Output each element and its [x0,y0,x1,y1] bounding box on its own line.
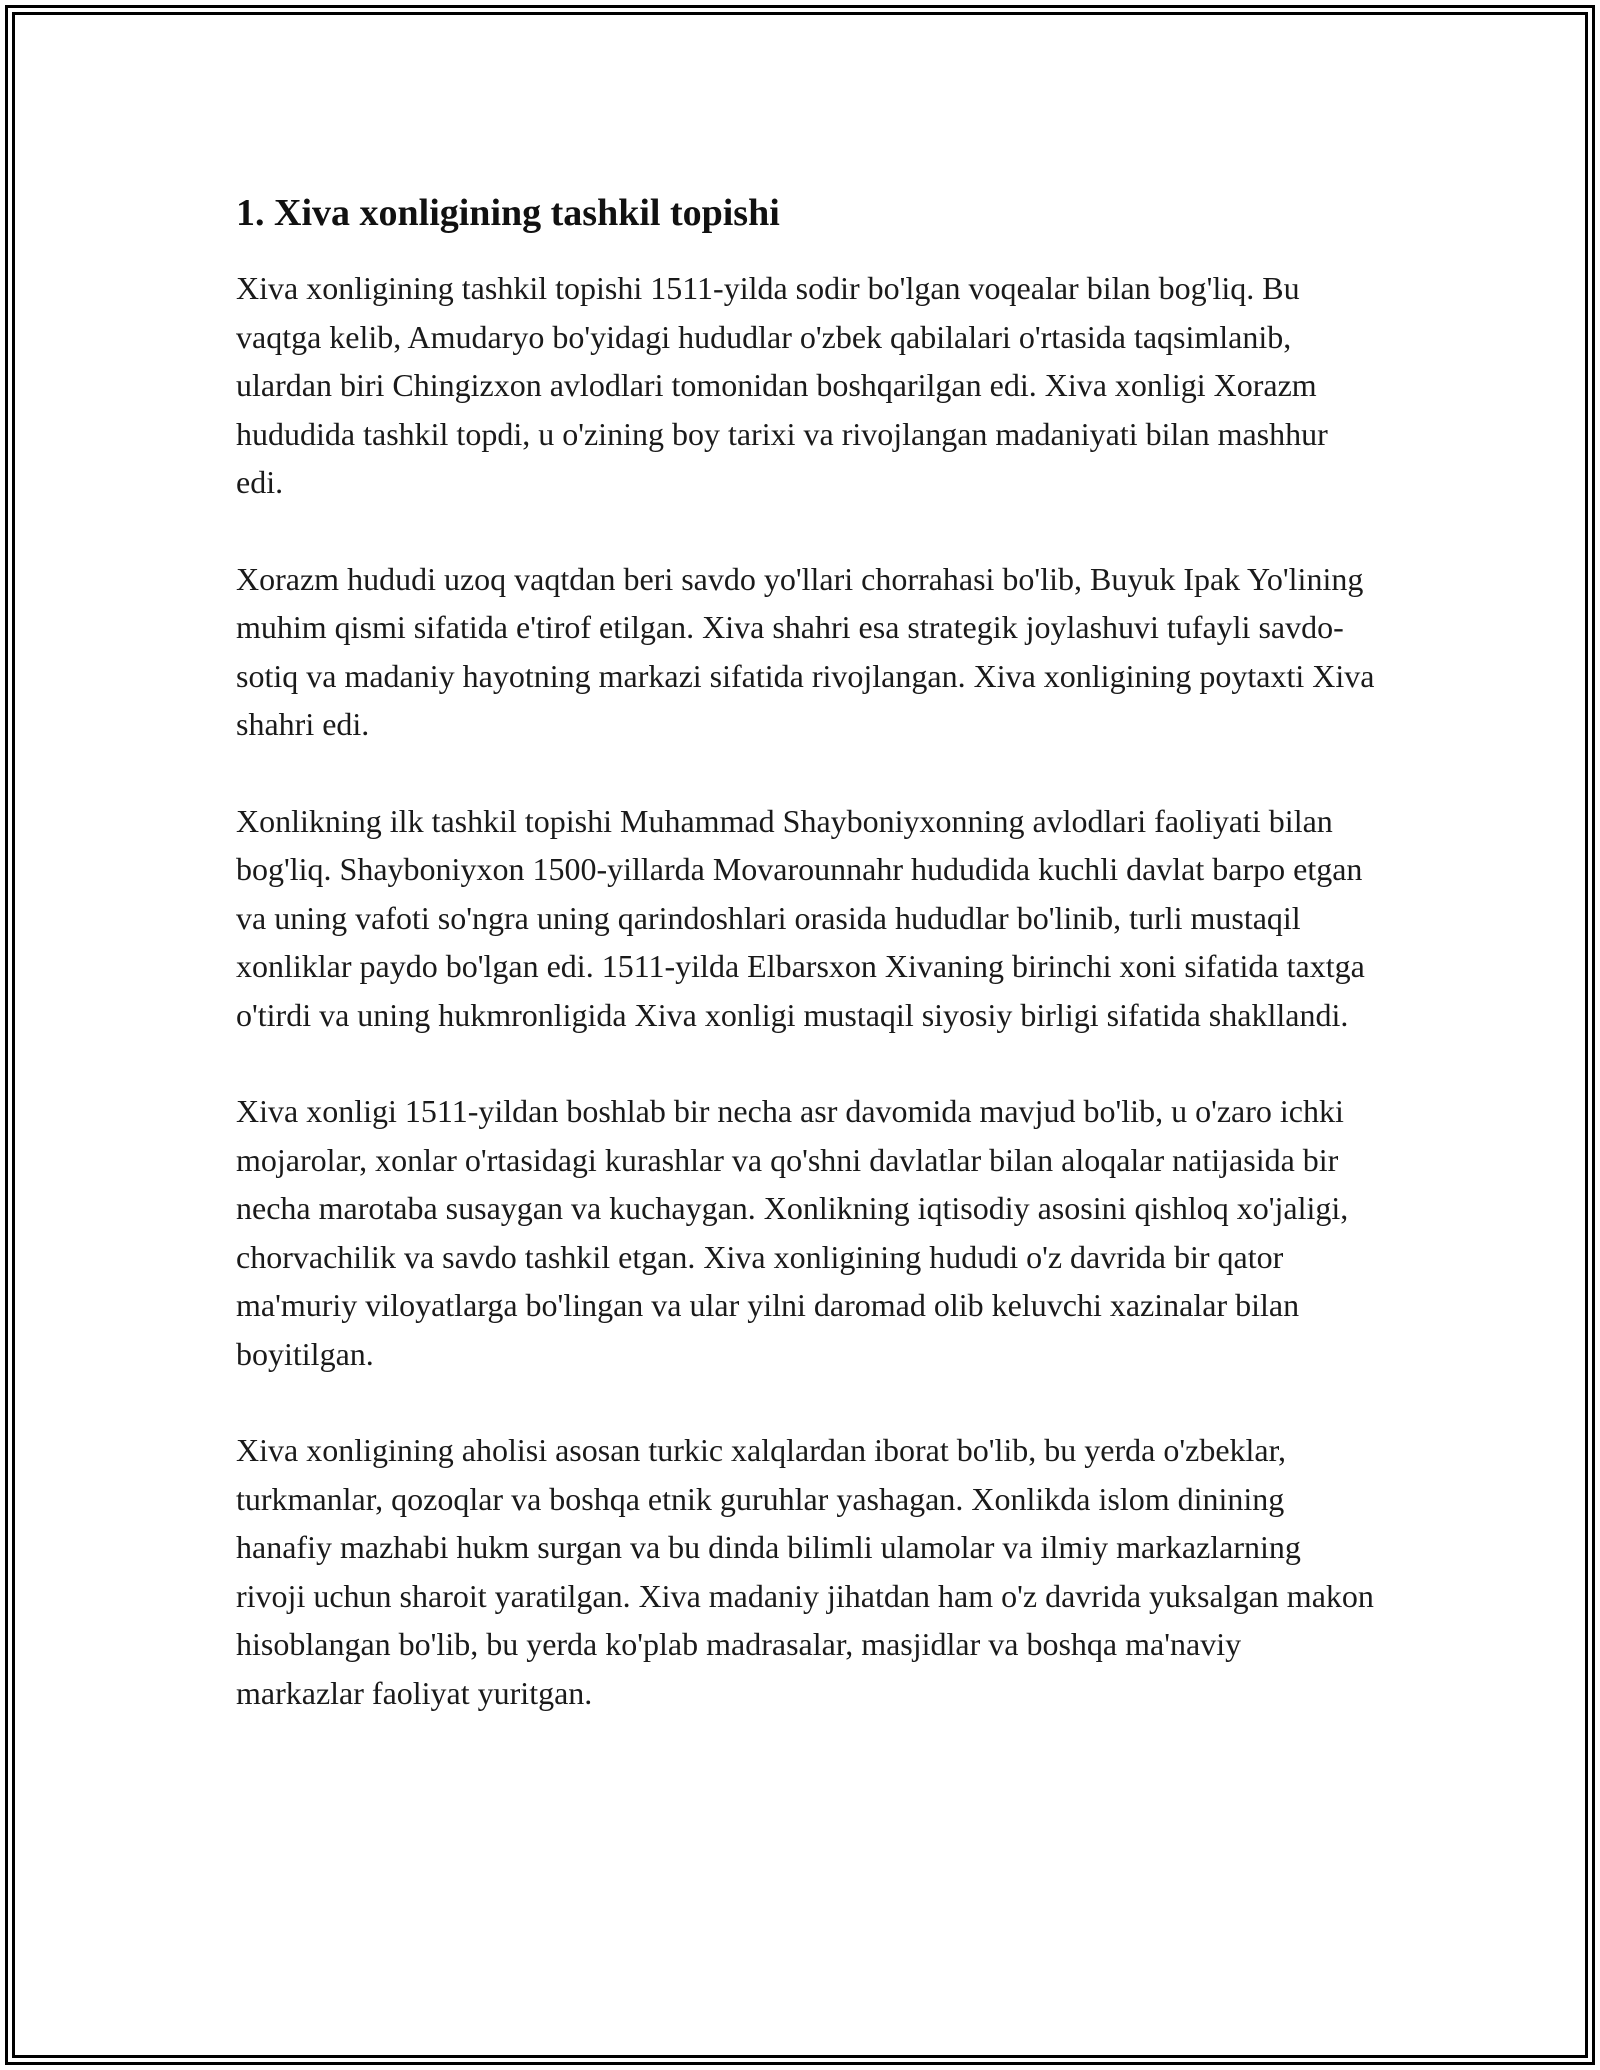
paragraph-1: Xiva xonligining tashkil topishi 1511-yilda sodir bo'lgan voqealar bilan bog'liq. Bu vaqtga kelib, Amudaryo bo'yidagi hududlar o'zbek qabilalari o'rtasida taqsimlanib, ulardan biri Chingizxon avlodlari tomonidan boshqarilgan edi. Xiva xonligi Xorazm hududida tashkil topdi, u o'zining boy tarixi va rivojlangan madaniyati bilan mashhur edi. [236,270,1328,500]
paragraph-3: Xonlikning ilk tashkil topishi Muhammad Shayboniyxonning avlodlari faoliyati bilan bog'liq. Shayboniyxon 1500-yillarda Movarounnahr hududida kuchli davlat barpo etgan va uning vafoti so'ngra uning qarindoshlari orasida hududlar bo'linib, turli mustaqil xonliklar paydo bo'lgan edi. 1511-yilda Elbarsxon Xivaning birinchi xoni sifatida taxtga o'tirdi va uning hukmronligida Xiva xonligi mustaqil siyosiy birligi sifatida shakllandi. [236,802,1365,1033]
paragraph-5: Xiva xonligining aholisi asosan turkic xalqlardan iborat bo'lib, bu yerda o'zbeklar, turkmanlar, qozoqlar va boshqa etnik guruhlar yashagan. Xonlikda islom dinining hanafiy mazhabi hukm surgan va bu dinda bilimli ulamolar va ilmiy markazlarning rivoji uchun sharoit yaratilgan. Xiva madaniy jihatdan ham o'z davrida yuksalgan makon hisoblangan bo'lib, bu yerda ko'plab madrasalar, masjidlar va boshqa ma'naviy markazlar faoliyat yuritgan. [236,1432,1374,1711]
paragraph-4: Xiva xonligi 1511-yildan boshlab bir necha asr davomida mavjud bo'lib, u o'zaro ichki mojarolar, xonlar o'rtasidagi kurashlar va qo'shni davlatlar bilan aloqalar natijasida bir necha marotaba susaygan va kuchaygan. Xonlikning iqtisodiy asosini qishloq xo'jaligi, chorvachilik va savdo tashkil etgan. Xiva xonligining hududi o'z davrida bir qator ma'muriy viloyatlarga bo'lingan va ular yilni daromad olib keluvchi xazinalar bilan boyitilgan. [236,1093,1349,1372]
document-body [236,188,1376,1765]
paragraph-2: Xorazm hududi uzoq vaqtdan beri savdo yo'llari chorrahasi bo'lib, Buyuk Ipak Yo'lining muhim qismi sifatida e'tirof etilgan. Xiva shahri esa strategik joylashuvi tufayli savdo-sotiq va madaniy hayotning markazi sifatida rivojlangan. Xiva xonligining poytaxti Xiva shahri edi. [236,560,1375,742]
section-heading: 1. Xiva xonligining tashkil topishi [236,192,780,234]
